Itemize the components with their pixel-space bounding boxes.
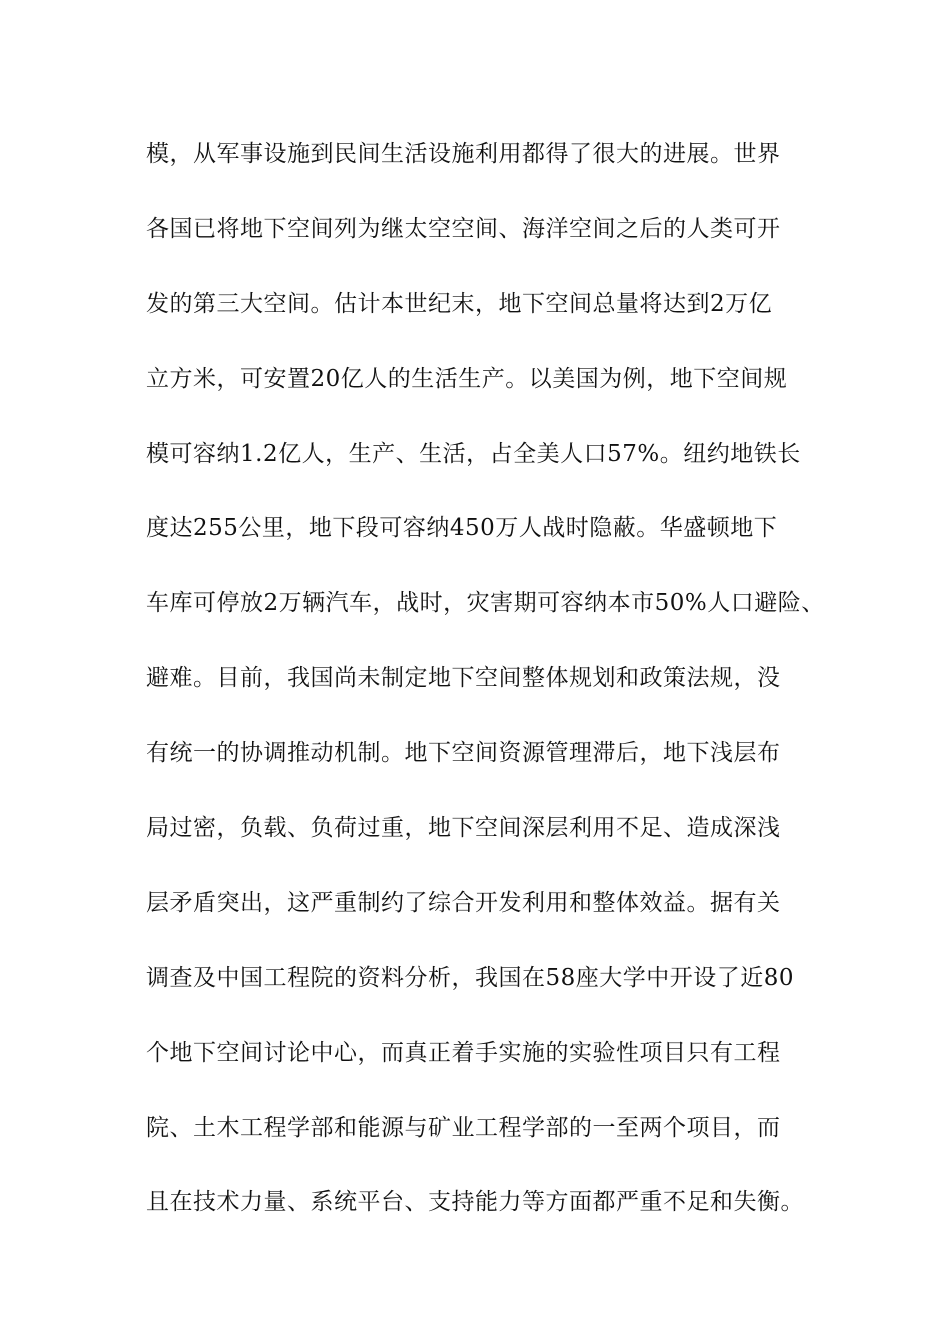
text-line: 局过密，负载、负荷过重，地下空间深层利用不足、造成深浅 [146,815,781,842]
text-line: 发的第三大空间。估计本世纪末，地下空间总量将达到2万亿 [146,290,773,317]
text-line: 个地下空间讨论中心，而真正着手实施的实验性项目只有工程 [146,1039,781,1066]
text-line: 立方米，可安置20亿人的生活生产。以美国为例，地下空间规 [146,365,788,392]
text-line: 有统一的协调推动机制。地下空间资源管理滞后，地下浅层布 [146,740,781,767]
text-line: 调查及中国工程院的资料分析，我国在58座大学中开设了近80 [146,964,795,991]
text-line: 且在技术力量、系统平台、支持能力等方面都严重不足和失衡。 [146,1189,804,1216]
text-line: 模，从军事设施到民间生活设施利用都得了很大的进展。世界 [146,141,781,167]
text-line: 避难。目前，我国尚未制定地下空间整体规划和政策法规，没 [146,665,781,692]
text-line: 层矛盾突出，这严重制约了综合开发利用和整体效益。据有关 [146,889,781,916]
text-line: 模可容纳1.2亿人，生产、生活，占全美人口57%。纽约地铁长 [146,440,801,467]
body-paragraph [146,134,846,1257]
text-line: 车库可停放2万辆汽车，战时，灾害期可容纳本市50%人口避险、 [146,590,825,617]
text-line: 度达255公里，地下段可容纳450万人战时隐蔽。华盛顿地下 [146,515,778,542]
text-line: 院、土木工程学部和能源与矿业工程学部的一至两个项目，而 [146,1114,781,1141]
text-line: 各国已将地下空间列为继太空空间、海洋空间之后的人类可开 [146,215,781,242]
